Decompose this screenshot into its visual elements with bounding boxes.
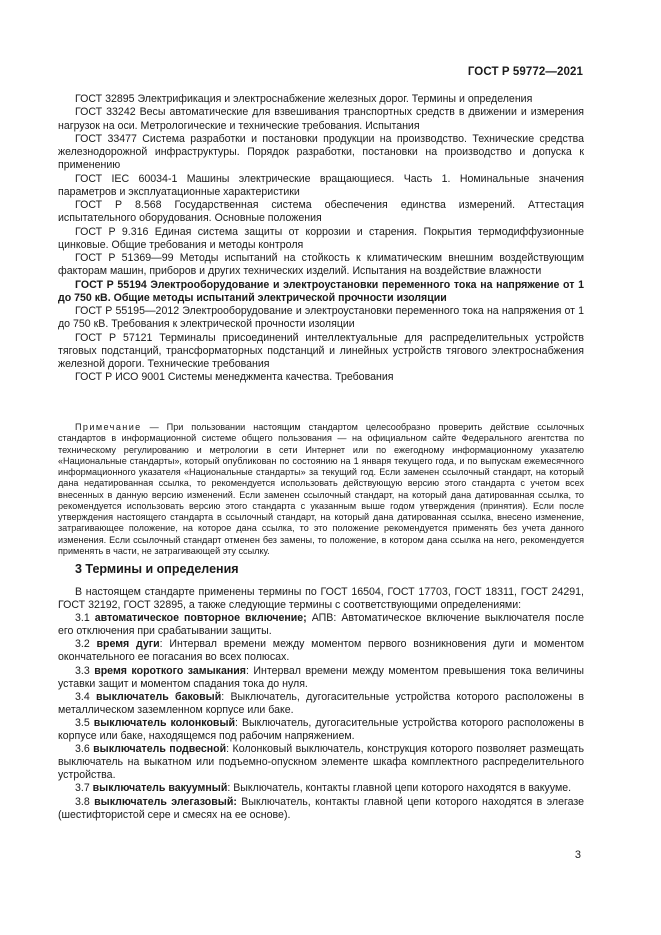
term-name: выключатель баковый <box>96 690 222 703</box>
term-number: 3.7 <box>75 782 93 795</box>
term-text: : Интервал времени между моментом превышения тока величины уставки защит и моментом спадания тока до нуля. <box>58 664 584 690</box>
reference-item: ГОСТ Р ИСО 9001 Системы менеджмента качества. Требования <box>75 371 394 384</box>
section-title: 3 Термины и определения <box>75 562 239 576</box>
term-number: 3.5 <box>75 716 94 729</box>
terms-list <box>58 586 584 822</box>
term-number: 3.6 <box>75 743 94 756</box>
reference-item: ГОСТ Р 57121 Терминалы присоединений интеллектуальные для распределительных устройств тяговых подстанций, трансформаторных подстанций и линейных устройств тягового электроснабжения железной дороги. Технические требования <box>58 331 584 370</box>
reference-item: ГОСТ Р 9.316 Единая система защиты от коррозии и старения. Покрытия термодиффузионные цинковые. Общие требования и методы контроля <box>58 225 584 251</box>
term-number: 3.8 <box>75 795 95 808</box>
term-name: выключатель вакуумный <box>92 782 228 795</box>
term-definition <box>58 743 584 782</box>
term-text: АПВ: Автоматическое включение выключателя после его отключения при срабатывании защиты. <box>58 612 585 638</box>
term-name: время дуги <box>96 638 160 651</box>
term-number: 3.2 <box>75 638 97 651</box>
term-text: : Выключатель, дугогасительные устройства которого расположены в металлическом заземленном корпусе или баке. <box>58 690 584 716</box>
intro-paragraph: В настоящем стандарте применены термины по ГОСТ 16504, ГОСТ 17703, ГОСТ 18311, ГОСТ 24291, ГОСТ 32192, ГОСТ 32895, а также следующие термины с соответствующими определениями: <box>58 586 584 612</box>
reference-item: ГОСТ Р 51369—99 Методы испытаний на стойкость к климатическим внешним воздействующим факторам машин, приборов и других технических изделий. Испытания на воздействие влажности <box>58 252 584 278</box>
reference-item: ГОСТ 33242 Весы автоматические для взвешивания транспортных средств в движении и измерения нагрузок на оси. Метрологические и технические требования. Испытания <box>58 106 584 132</box>
reference-item: ГОСТ Р 8.568 Государственная система обеспечения единства измерений. Аттестация испытательного оборудования. Основные положения <box>58 199 584 225</box>
term-name: автоматическое повторное включение; <box>94 612 307 625</box>
term-name: выключатель элегазовый: <box>94 795 237 808</box>
reference-item: ГОСТ Р 55194 Электрооборудование и электроустановки переменного тока на напряжение от 1 до 750 кВ. Общие методы испытаний электрической прочности изоляции <box>58 278 584 304</box>
term-text: Выключатель, контакты главной цепи которого находятся в элегазе (шестифтористой сере и смесях на ее основе). <box>58 795 585 821</box>
reference-item: ГОСТ IEC 60034-1 Машины электрические вращающиеся. Часть 1. Номинальные значения параметров и эксплуатационные характеристики <box>58 172 584 198</box>
term-text: : Выключатель, дугогасительные устройства которого расположены в корпусе или баке, находящемся под рабочим напряжением. <box>58 716 584 743</box>
term-definition <box>58 691 584 717</box>
note-text: — При пользовании настоящим стандартом целесообразно проверить действие ссылочных стандартов в информационной системе общего пользования — на официальном сайте Федерального агентства по техническому регулированию и метрологии в сети Интернет или по ежегодному информационному указателю «Национальные стандарты», который опубликован по состоянию на 1 января текущего года, и по выпускам ежемесячного информационного указателя «Национальные стандарты» за текущий год. Если заменен ссылочный стандарт, на который дана недатированная ссылка, то рекомендуется использовать действующую версию этого стандарта с учетом всех внесенных в данную версию изменений. Если заменен ссылочный стандарт, на который дана датированная ссылка, то рекомендуется использовать версию этого стандарта с указанным выше годом утверждения (принятия). Если после утверждения настоящего стандарта в ссылочный стандарт, на который дана датированная ссылка, внесено изменение, затрагивающее положение, на которое дана ссылка, то это положение рекомендуется применять без учета данного изменения. Если ссылочный стандарт отменен без замены, то положение, в котором дана ссылка на него, рекомендуется применять в части, не затрагивающей эту ссылку. <box>58 422 584 556</box>
term-name: время короткого замыкания <box>94 664 246 677</box>
term-definition <box>58 782 584 795</box>
term-text: : Интервал времени между моментом первого возникновения дуги и моментом окончательного ее погасания во всех полюсах. <box>58 638 584 664</box>
page-header: ГОСТ Р 59772—2021 <box>467 66 583 78</box>
reference-item: ГОСТ Р 55195—2012 Электрооборудование и электроустановки переменного тока на напряжения от 1 до 750 кВ. Требования к электрической прочности изоляции <box>58 305 584 331</box>
page-number: 3 <box>574 849 581 861</box>
term-text: : Колонковый выключатель, конструкция которого позволяет размещать выключатель на выкатном или подъемно-опускном элементе шкафа комплектного распределительного устройства. <box>58 743 585 782</box>
term-definition <box>58 638 584 664</box>
term-name: выключатель подвесной <box>93 743 227 756</box>
normative-references <box>58 93 584 385</box>
term-definition <box>58 717 584 743</box>
term-definition <box>58 665 584 691</box>
reference-item: ГОСТ 33477 Система разработки и постановки продукции на производство. Технические средства железнодорожной инфраструктуры. Порядок разработки, постановки на производство и допуска к применению <box>58 132 584 172</box>
note-label: Примечание <box>75 422 142 432</box>
term-text: : Выключатель, контакты главной цепи которого находятся в вакууме. <box>227 782 572 795</box>
term-name: выключатель колонковый <box>93 716 235 729</box>
reference-item: ГОСТ 32895 Электрификация и электроснабжение железных дорог. Термины и определения <box>75 93 533 105</box>
term-definition <box>58 796 584 822</box>
term-number: 3.4 <box>75 690 97 703</box>
note-paragraph <box>58 422 584 557</box>
term-number: 3.3 <box>75 664 95 677</box>
term-definition <box>58 612 584 638</box>
term-number: 3.1 <box>75 612 95 625</box>
